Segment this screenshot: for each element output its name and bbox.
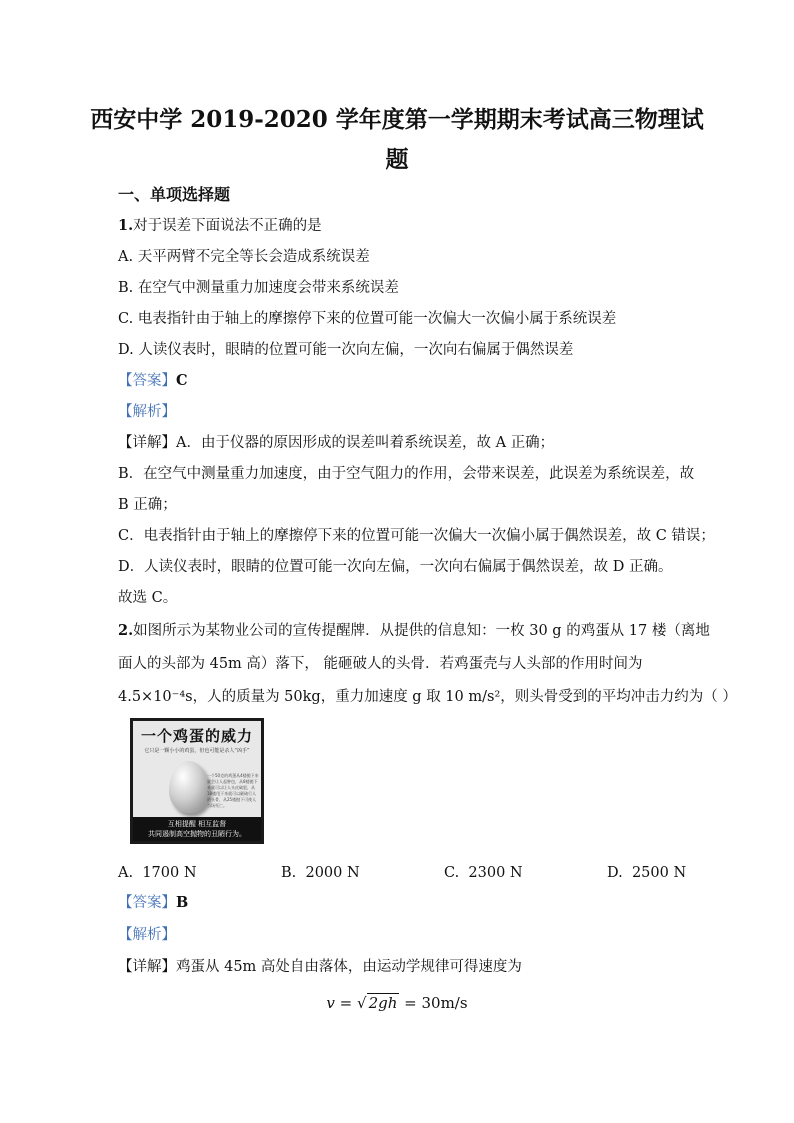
answer-label: 【答案】 bbox=[118, 895, 176, 911]
option-text: 2000 N bbox=[305, 865, 360, 881]
question-2-option-b bbox=[281, 862, 360, 884]
detail-text: A．由于仪器的原因形成的误差叫着系统误差，故 A 正确； bbox=[176, 435, 555, 451]
question-2-option-d bbox=[607, 862, 686, 884]
option-label: A. bbox=[118, 249, 134, 265]
question-1-option-c bbox=[118, 308, 678, 330]
analysis-label: 【解析】 bbox=[118, 927, 176, 943]
poster-footer-line-2: 共同遏制高空抛物的丑陋行为。 bbox=[148, 830, 246, 838]
formula-radicand: 2gh bbox=[368, 994, 398, 1012]
exam-title-line2: 题 bbox=[385, 146, 409, 173]
question-2-stem-line-3: 4.5×10⁻⁴s，人的质量为 50kg，重力加速度 g 取 10 m/s²，则头骨受到的平均冲击力约为（ ） bbox=[118, 689, 737, 705]
question-1-detail-line-1 bbox=[118, 432, 678, 454]
option-label: C. bbox=[118, 311, 134, 327]
option-text: 在空气中测量重力加速度会带来系统误差 bbox=[137, 280, 399, 296]
answer-value: B bbox=[176, 894, 189, 911]
question-1-option-d bbox=[118, 339, 678, 361]
detail-label: 【详解】 bbox=[118, 959, 176, 975]
egg-poster-figure bbox=[130, 718, 264, 844]
question-2-number: 2. bbox=[118, 622, 134, 639]
question-1-detail-line-5: D．人读仪表时，眼睛的位置可能一次向左偏，一次向右偏属于偶然误差，故 D 正确。 bbox=[118, 559, 673, 575]
detail-label: 【详解】 bbox=[118, 435, 176, 451]
option-label: C. bbox=[444, 865, 460, 881]
poster-title: 一个鸡蛋的威力 bbox=[140, 727, 253, 745]
answer-label: 【答案】 bbox=[118, 373, 176, 389]
sqrt-sign: √ bbox=[357, 994, 367, 1012]
question-1-detail-line-2: B．在空气中测量重力加速度，由于空气阻力的作用，会带来误差，此误差为系统误差，故 bbox=[118, 466, 695, 482]
question-2-analysis-label bbox=[118, 924, 678, 946]
egg-icon bbox=[169, 761, 209, 813]
poster-footer bbox=[133, 817, 261, 841]
question-1-answer bbox=[118, 370, 678, 392]
question-1-stem bbox=[118, 215, 678, 237]
question-2-option-c bbox=[444, 862, 523, 884]
exam-title-line1: 西安中学 2019-2020 学年度第一学期期末考试高三物理试 bbox=[90, 106, 704, 133]
option-text: 1700 N bbox=[142, 865, 197, 881]
poster-footer-line-1: 互相提醒 相互监督 bbox=[167, 820, 227, 828]
option-label: D. bbox=[607, 865, 623, 881]
question-1-detail-line-4: C．电表指针由于轴上的摩擦停下来的位置可能一次偏大一次偏小属于偶然误差，故 C 错误； bbox=[118, 528, 715, 544]
detail-text: 鸡蛋从 45m 高处自由落体，由运动学规律可得速度为 bbox=[176, 959, 522, 975]
question-1-option-b bbox=[118, 277, 678, 299]
question-1-number: 1. bbox=[118, 217, 134, 234]
formula-lhs: v bbox=[326, 994, 335, 1012]
option-label: B. bbox=[281, 865, 297, 881]
question-2-options bbox=[118, 862, 687, 884]
option-text: 天平两臂不完全等长会造成系统误差 bbox=[137, 249, 370, 265]
question-1-text: 对于误差下面说法不正确的是 bbox=[133, 218, 322, 234]
poster-body-text: 一个50克的鸡蛋从4楼抛下来就会让人起肿包，从8楼抛下来就可以让人头皮破裂，从18楼甩下来就可以砸破行人的头骨，从25楼抛下可使人当场死亡。 bbox=[207, 773, 259, 808]
question-2-text: 如图所示为某物业公司的宣传提醒牌．从提供的信息知：一枚 30 g 的鸡蛋从 17 楼（离地 bbox=[133, 623, 710, 639]
section-heading: 一、单项选择题 bbox=[118, 185, 231, 204]
analysis-label: 【解析】 bbox=[118, 404, 176, 420]
option-text: 人读仪表时，眼睛的位置可能一次向左偏，一次向右偏属于偶然误差 bbox=[138, 342, 574, 358]
question-2-stem-line-1 bbox=[118, 620, 710, 642]
formula-rhs: = 30m/s bbox=[399, 994, 468, 1012]
question-1-analysis-label bbox=[118, 401, 678, 423]
question-1-detail-line-3: B 正确； bbox=[118, 497, 177, 513]
question-2-option-a bbox=[118, 862, 197, 884]
option-text: 2300 N bbox=[468, 865, 523, 881]
question-2-detail-line-1 bbox=[118, 956, 678, 978]
question-2-answer bbox=[118, 892, 678, 914]
answer-value: C bbox=[176, 372, 188, 389]
option-text: 电表指针由于轴上的摩擦停下来的位置可能一次偏大一次偏小属于系统误差 bbox=[137, 311, 617, 327]
question-2-stem-line-2: 面人的头部为 45m 高）落下， 能砸破人的头骨．若鸡蛋壳与人头部的作用时间为 bbox=[118, 656, 643, 672]
option-text: 2500 N bbox=[631, 865, 687, 881]
question-1-conclusion: 故选 C。 bbox=[118, 590, 178, 606]
option-label: D. bbox=[118, 342, 134, 358]
option-label: B. bbox=[118, 280, 134, 296]
velocity-formula bbox=[0, 990, 794, 1016]
formula-equals: = bbox=[334, 994, 358, 1012]
poster-subtitle: 它只是一颗小小的鸡蛋，但也可能是杀人“凶手” bbox=[144, 748, 250, 754]
option-label: A. bbox=[118, 865, 134, 881]
question-1-option-a bbox=[118, 246, 678, 268]
